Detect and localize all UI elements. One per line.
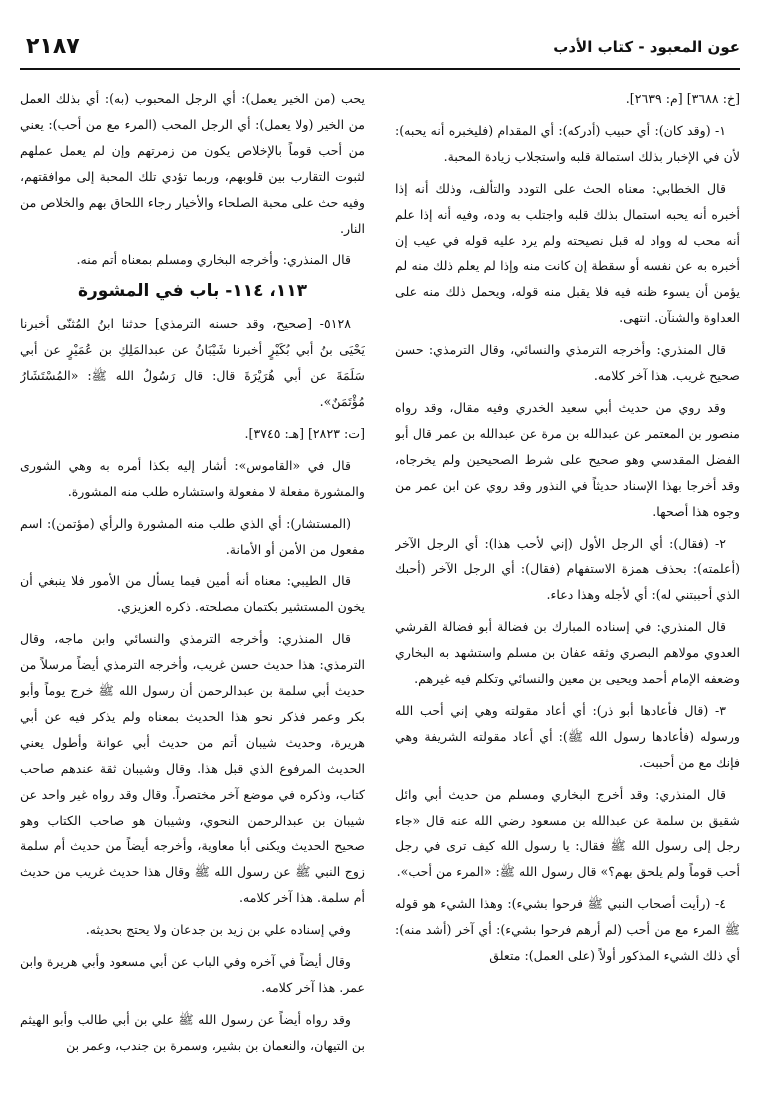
commentary-paragraph: قال المنذري: وأخرجه الترمذي والنسائي وابن ماجه، وقال الترمذي: هذا حديث حسن غريب، وأخرجه الترمذي أيضاً مرسلاً من حديث أبي سلمة بن عبدالرحمن أن رسول الله ﷺ خرج يوماً وأبو بكر وعمر فذكر نحو هذا الحديث بمعناه ولم يذكر فيه عن أبي هريرة، وحديث شيبان أتم من حديث أبي عوانة وأطول يعني الحديث المرفوع الذي قبل هذا. وقال وشيبان ثقة عندهم صاحب كتاب، وذكره في موضع آخر مختصراً. وقال وقد رواه غير واحد عن شيبان بن عبدالرحمن النحوي، وشيبان هو صاحب الكتاب وهو صحيح الحديث ويكنى أبا معاوية، وأخرجه أيضاً من حديث أم سلمة زوج النبي ﷺ عن رسول الله ﷺ وقال هذا حديث غريب من حديث أم سلمة. هذا آخر كلامه. [20, 631, 365, 906]
running-title: عون المعبود - كتاب الأدب [553, 38, 740, 56]
chapter-heading: ١١٣، ١١٤- باب في المشورة [77, 281, 308, 302]
commentary-paragraph: يحب (من الخير يعمل): أي الرجل المحبوب (به): أي بذلك العمل من الخير (ولا يعمل): أي الرجل المحب (المرء مع من أحب): يعني من أحب قوماً بالإخلاص يكون من زمرتهم وإن لم يعمل عملهم لثبوت التقارب بين قلوبهم، وربما تؤدي تلك المحبة إلى موافقتهم، وفيه حث على محبة الصلحاء والأخيار رجاء اللحاق بهم والخلاص من النار. [20, 91, 365, 236]
commentary-paragraph: وقال أيضاً في آخره وفي الباب عن أبي مسعود وأبي هريرة وابن عمر. هذا آخر كلامه. [20, 954, 365, 995]
commentary-paragraph: قال الخطابي: معناه الحث على التودد والتألف، وذلك أنه إذا أخبره أنه يحبه استمال بذلك قلبه واجتلب به وده، وفيه أنه إذا علم أنه محب له وواد له قبل نصيحته ولم يرد عليه قوله في عيب إن أخبره به عن نفسه أو سقطة إن كانت منه وإذا لم يعلم ذلك منه لم يؤمن أن يسوء ظنه فيه فلا يقبل منه قوله، ويحمل ذلك منه على العداوة والشنآن. انتهى. [395, 180, 740, 326]
page-header [20, 28, 740, 70]
commentary-paragraph: ٤- (رأيت أصحاب النبي ﷺ فرحوا بشيء): وهذا الشيء هو قوله ﷺ المرء مع من أحب (لم أرهم فرحوا بشيء): أي آخر (أشد منه): أي ذلك الشيء المذكور أولاً (على العمل): متعلق [395, 896, 740, 964]
commentary-paragraph: (المستشار): أي الذي طلب منه المشورة والرأي (مؤتمن): اسم مفعول من الأمن أو الأمانة. [20, 515, 365, 557]
commentary-paragraph: وفي إسناده علي بن زيد بن جدعان ولا يحتج بحديثه. [85, 922, 351, 938]
reference-line: [ت: ٢٨٢٣] [هـ: ٣٧٤٥]. [244, 425, 365, 441]
commentary-paragraph: ٢- (فقال): أي الرجل الأول (إني لأحب هذا): أي الرجل الآخر (أعلمته): بحذف همزة الاستفهام (فقال): أي الرجل الآخر (أحبك الذي أحببتني له): أي لأجله وهذا دعاء. [395, 535, 740, 603]
commentary-paragraph: وقد رواه أيضاً عن رسول الله ﷺ علي بن أبي طالب وأبو الهيثم بن التيهان، والنعمان بن بشير، وسمرة بن جندب، وعمر بن [20, 1011, 365, 1053]
commentary-paragraph: ٣- (قال فأعادها أبو ذر): أي أعاد مقولته وهي إني أحب الله ورسوله (فأعادها رسول الله ﷺ): أي أعاد مقولته الشريفة وهي فإنك مع من أحببت. [395, 702, 740, 770]
commentary-paragraph: قال الطيبي: معناه أنه أمين فيما يسأل من الأمور فلا ينبغي أن يخون المستشير بكتمان مصلحته. ذكره العزيزي. [20, 573, 365, 615]
commentary-paragraph: ١- (وقد كان): أي حبيب (أدركه): أي المقدام (فليخبره أنه يحبه): لأن في الإخبار بذلك استمالة قلبه واستجلاب زيادة المحبة. [395, 122, 740, 164]
page-number: ٢١٨٧ [26, 34, 80, 59]
right-column [395, 86, 740, 1078]
commentary-paragraph: وقد روي من حديث أبي سعيد الخدري وفيه مقال، وقد رواه منصور بن المعتمر عن عبدالله بن مرة عن عبدالله بن عمر قال أبو الفضل المقدسي وهو صحيح على شرط الصحيحين ولم يخرجاه، وقد أخرجا بهذا الإسناد حديثاً في النذور وقد روي عن ابن عمر من وجوه هذا أصحها. [395, 399, 740, 519]
reference-line: [خ: ٣٦٨٨] [م: ٢٦٣٩]. [625, 91, 740, 106]
commentary-paragraph: قال المنذري: في إسناده المبارك بن فضالة أبو فضالة القرشي العدوي مولاهم البصري وثقه عفان بن مسلم واستشهد به البخاري وضعفه الإمام أحمد ويحيى بن معين والنسائي وتكلم فيه غيرهم. [395, 619, 740, 687]
commentary-paragraph: قال في «القاموس»: أشار إليه بكذا أمره به وهي الشورى والمشورة مفعلة لا مفعولة واستشاره طلب منه المشورة. [20, 457, 365, 499]
left-column [20, 86, 365, 1078]
commentary-paragraph: قال المنذري: وأخرجه البخاري ومسلم بمعناه أتم منه. [76, 252, 351, 268]
commentary-paragraph: قال المنذري: وقد أخرج البخاري ومسلم من حديث أبي وائل شقيق بن سلمة عن عبدالله بن مسعود رضي الله عنه قال «جاء رجل إلى رسول الله ﷺ فقال: يا رسول الله كيف ترى في رجل أحب قوماً ولم يلحق بهم؟» قال رسول الله ﷺ: «المرء من أحب». [395, 786, 740, 880]
commentary-paragraph: قال المنذري: وأخرجه الترمذي والنسائي، وقال الترمذي: حسن صحيح غريب. هذا آخر كلامه. [395, 342, 740, 384]
hadith-text: ٥١٢٨- [صحيح، وقد حسنه الترمذي] حدثنا ابنُ المُثنّى أخبرنا يَحْيَى بنُ أبي بُكَيْرٍ أخبرنا شَيْبَانُ عن عبدالمَلِكِ بن عُمَيْرٍ عن أبي سَلَمَةَ عن أبي هُرَيْرَةَ قال: قال رَسُولُ الله ﷺ: «المُسْتَشَارُ مُؤْتَمَنٌ». [20, 316, 365, 409]
